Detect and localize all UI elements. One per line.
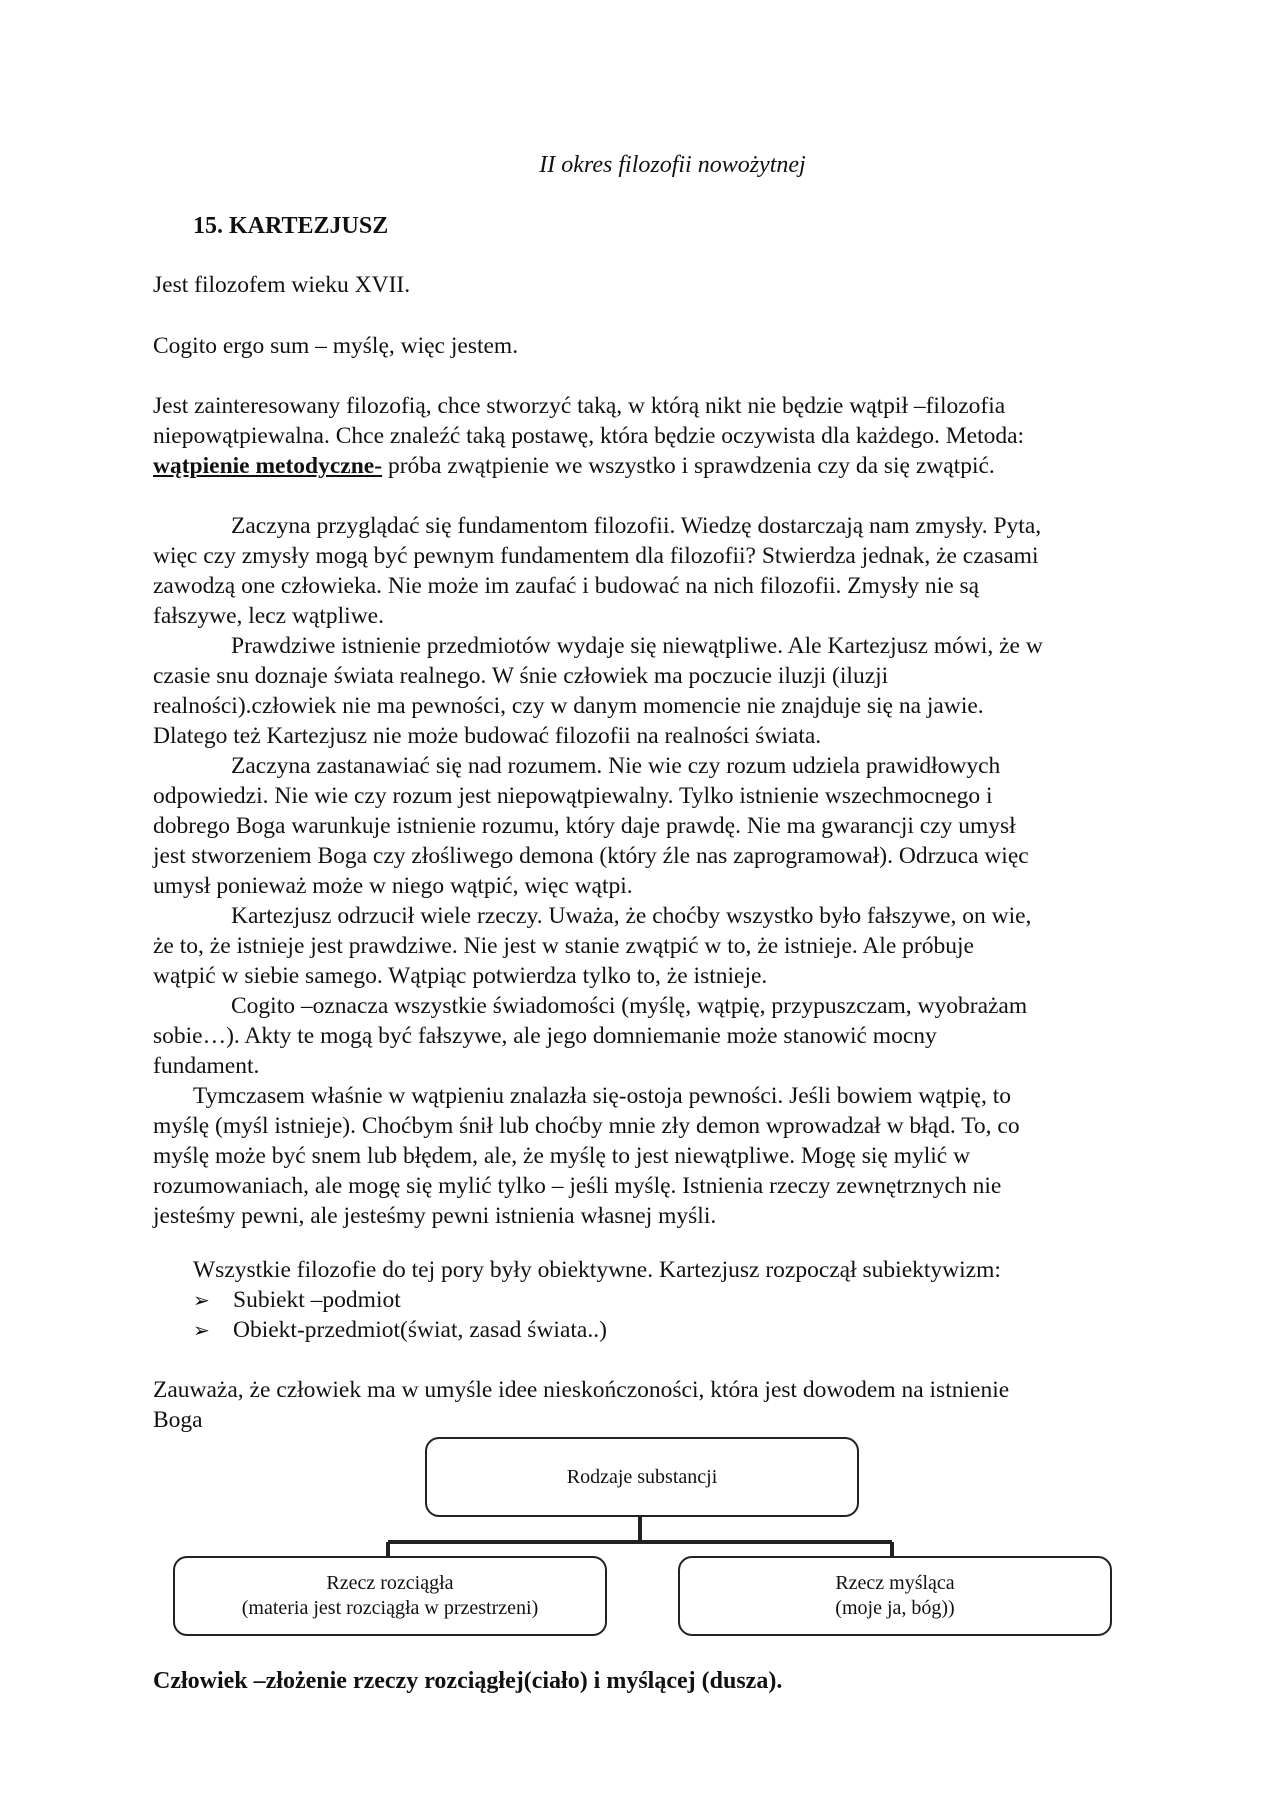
method-term: wątpienie metodyczne- bbox=[153, 453, 383, 479]
text-line: Dlatego też Kartezjusz nie może budować filozofii na realności świata. bbox=[153, 723, 822, 749]
text-line: Tymczasem właśnie w wątpieniu znalazła się-ostoja pewności. Jeśli bowiem wątpię, to bbox=[193, 1083, 1012, 1109]
text-line: myślę (myśl istnieje). Choćbym śnił lub choćby mnie zły demon wprowadzał w błąd. To, co bbox=[153, 1113, 1020, 1139]
text-line: Jest filozofem wieku XVII. bbox=[153, 272, 411, 298]
text-line: Prawdziwe istnienie przedmiotów wydaje się niewątpliwe. Ale Kartezjusz mówi, że w bbox=[231, 633, 1043, 659]
text-line: Zaczyna zastanawiać się nad rozumem. Nie wie czy rozum udziela prawidłowych bbox=[231, 753, 1001, 779]
method-definition: próba zwątpienie we wszystko i sprawdzenia czy da się zwątpić. bbox=[382, 453, 995, 479]
diagram-left-subtitle: (materia jest rozciągła w przestrzeni) bbox=[241, 1597, 539, 1619]
text-line: zawodzą one człowieka. Nie może im zaufać i budować na nich filozofii. Zmysły nie są bbox=[153, 573, 980, 599]
diagram-right-subtitle: (moje ja, bóg)) bbox=[835, 1597, 955, 1619]
diagram-left-title: Rzecz rozciągła bbox=[326, 1572, 454, 1594]
text-line: Jest zainteresowany filozofią, chce stworzyć taką, w którą nikt nie będzie wątpił –filozofia bbox=[153, 393, 1006, 419]
text-line: wątpić w siebie samego. Wątpiąc potwierdza tylko to, że istnieje. bbox=[153, 963, 768, 989]
text-line: czasie snu doznaje świata realnego. W śnie człowiek ma poczucie iluzji (iluzji bbox=[153, 663, 889, 689]
text-line: Boga bbox=[153, 1407, 203, 1433]
text-line: myślę może być snem lub błędem, ale, że myślę to jest niewątpliwe. Mogę się mylić w bbox=[153, 1143, 971, 1169]
arrow-bullet-icon: ➢ bbox=[193, 1318, 210, 1342]
text-line: sobie…). Akty te mogą być fałszywe, ale jego domniemanie może stanowić mocny bbox=[153, 1023, 937, 1049]
text-line: że to, że istnieje jest prawdziwe. Nie jest w stanie zwątpić w to, że istnieje. Ale próbuje bbox=[153, 933, 974, 959]
text-line: Zauważa, że człowiek ma w umyśle idee nieskończoności, która jest dowodem na istnienie bbox=[153, 1377, 1010, 1403]
text-line: Cogito –oznacza wszystkie świadomości (myślę, wątpię, przypuszczam, wyobrażam bbox=[231, 993, 1028, 1019]
diagram-right-title: Rzecz myśląca bbox=[835, 1572, 955, 1594]
text-line: fundament. bbox=[153, 1053, 260, 1079]
text-line: rozumowaniach, ale mogę się mylić tylko – jeśli myślę. Istnienia rzeczy zewnętrznych nie bbox=[153, 1173, 1002, 1199]
document-subtitle: II okres filozofii nowożytnej bbox=[539, 152, 806, 178]
bullet-text: Obiekt-przedmiot(świat, zasad świata..) bbox=[233, 1317, 607, 1343]
text-line: fałszywe, lecz wątpliwe. bbox=[153, 603, 384, 629]
diagram-left-box bbox=[173, 1556, 607, 1636]
diagram-right-box bbox=[678, 1556, 1112, 1636]
text-line: Zaczyna przyglądać się fundamentom filozofii. Wiedzę dostarczają nam zmysły. Pyta, bbox=[231, 513, 1042, 539]
text-line: Kartezjusz odrzucił wiele rzeczy. Uważa, że choćby wszystko było fałszywe, on wie, bbox=[231, 903, 1032, 929]
arrow-bullet-icon: ➢ bbox=[193, 1288, 210, 1312]
section-heading: 15. KARTEZJUSZ bbox=[193, 213, 389, 239]
text-line: realności).człowiek nie ma pewności, czy w danym momencie nie znajduje się na jawie. bbox=[153, 693, 984, 719]
diagram-root-label: Rodzaje substancji bbox=[566, 1465, 718, 1488]
text-line: odpowiedzi. Nie wie czy rozum jest niepowątpiewalny. Tylko istnienie wszechmocnego i bbox=[153, 783, 993, 809]
text-line: umysł ponieważ może w niego wątpić, więc wątpi. bbox=[153, 873, 633, 899]
text-line: Wszystkie filozofie do tej pory były obiektywne. Kartezjusz rozpoczął subiektywizm: bbox=[193, 1257, 1001, 1283]
text-line: dobrego Boga warunkuje istnienie rozumu, który daje prawdę. Nie ma gwarancji czy umysł bbox=[153, 813, 1016, 839]
diagram-root-box bbox=[425, 1437, 859, 1517]
text-line: niepowątpiewalna. Chce znaleźć taką postawę, która będzie oczywista dla każdego. Metoda: bbox=[153, 423, 1025, 449]
bullet-text: Subiekt –podmiot bbox=[233, 1287, 401, 1313]
text-line: Cogito ergo sum – myślę, więc jestem. bbox=[153, 333, 519, 359]
text-line: jesteśmy pewni, ale jesteśmy pewni istnienia własnej myśli. bbox=[153, 1203, 717, 1229]
text-line: jest stworzeniem Boga czy złośliwego demona (który źle nas zaprogramował). Odrzuca więc bbox=[153, 843, 1029, 869]
text-line: więc czy zmysły mogą być pewnym fundamentem dla filozofii? Stwierdza jednak, że czasami bbox=[153, 543, 1039, 569]
conclusion-text: Człowiek –złożenie rzeczy rozciągłej(ciało) i myślącej (dusza). bbox=[153, 1668, 783, 1694]
